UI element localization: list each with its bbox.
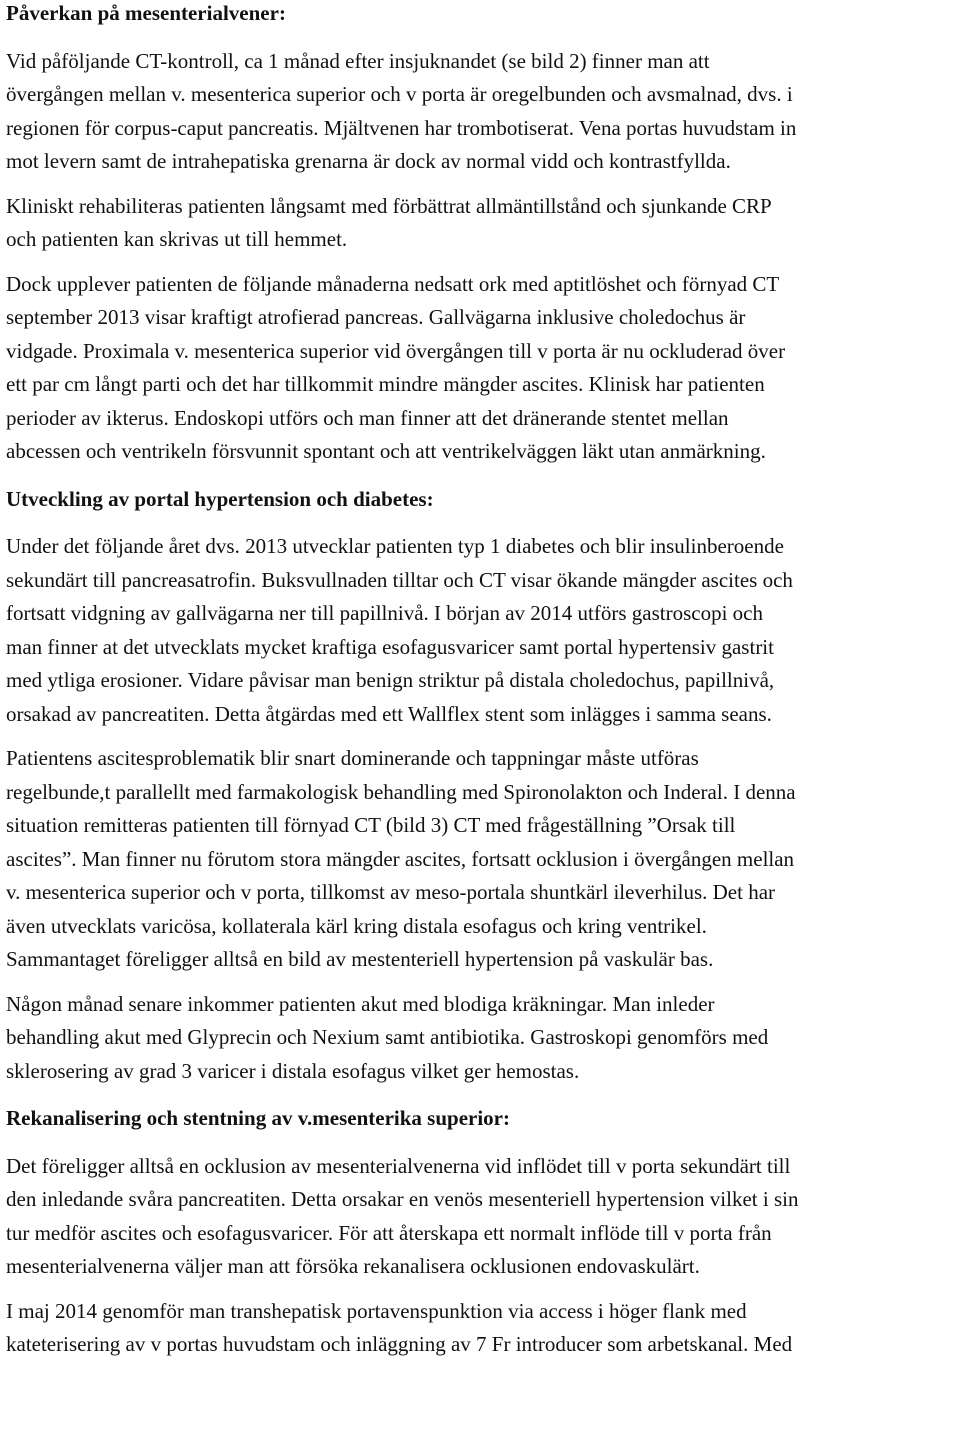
text-line: fortsatt vidgning av gallvägarna ner till papillnivå. I början av 2014 utförs gastroscopi och <box>6 601 763 625</box>
text-line: situation remitteras patienten till förnyad CT (bild 3) CT med frågeställning ”Orsak till <box>6 813 736 837</box>
text-line: Någon månad senare inkommer patienten akut med blodiga kräkningar. Man inleder <box>6 991 715 1016</box>
body-paragraph <box>6 1150 954 1284</box>
text-line: den inledande svåra pancreatiten. Detta orsakar en venös mesenteriell hypertension vilket i sin <box>6 1187 799 1211</box>
body-paragraph <box>6 268 954 469</box>
text-line: orsakad av pancreatiten. Detta åtgärdas med ett Wallflex stent som inlägges i samma seans. <box>6 701 772 726</box>
section-heading: Rekanalisering och stentning av v.mesenterika superior: <box>6 1106 510 1130</box>
text-line: perioder av ikterus. Endoskopi utförs och man finner att det dränerande stentet mellan <box>6 405 729 430</box>
text-line: Sammantaget föreligger alltså en bild av mestenteriell hypertension på vaskulär bas. <box>6 947 714 971</box>
text-line: behandling akut med Glyprecin och Nexium samt antibiotika. Gastroskopi genomförs med <box>6 1025 769 1049</box>
body-paragraph <box>6 988 954 1089</box>
section-heading: Påverkan på mesenterialvener: <box>6 1 286 25</box>
text-line: kateterisering av v portas huvudstam och inläggning av 7 Fr introducer som arbetskanal. Med <box>6 1332 793 1356</box>
text-line: Det föreligger alltså en ocklusion av mesenterialvenerna vid inflödet till v porta sekundärt till <box>6 1153 791 1178</box>
text-line: Vid påföljande CT-kontroll, ca 1 månad efter insjuknandet (se bild 2) finner man att <box>6 48 710 73</box>
text-line: mesenterialvenerna väljer man att försöka rekanalisera ocklusionen endovaskulärt. <box>6 1254 700 1278</box>
text-line: med ytliga erosioner. Vidare påvisar man benign striktur på distala choledochus, papillnivå, <box>6 668 775 692</box>
text-line: Kliniskt rehabiliteras patienten långsamt med förbättrat allmäntillstånd och sjunkande CRP <box>6 193 772 218</box>
text-line: I maj 2014 genomför man transhepatisk portavenspunktion via access i höger flank med <box>6 1298 747 1323</box>
text-line: regionen för corpus-caput pancreatis. Mjältvenen har trombotiserat. Vena portas huvudstam in <box>6 115 797 140</box>
body-paragraph <box>6 190 954 257</box>
text-line: vidgade. Proximala v. mesenterica superior vid övergången till v porta är nu ockluderad över <box>6 338 786 363</box>
text-line: september 2013 visar kraftigt atrofierad pancreas. Gallvägarna inklusive choledochus är <box>6 305 746 329</box>
text-line: Patientens ascitesproblematik blir snart dominerande och tappningar måste utföras <box>6 746 699 770</box>
text-line: ett par cm långt parti och det har tillkommit mindre mängder ascites. Klinisk har patienten <box>6 372 765 396</box>
text-line: mot levern samt de intrahepatiska grenarna är dock av normal vidd och kontrastfyllda. <box>6 149 731 173</box>
text-line: Under det följande året dvs. 2013 utvecklar patienten typ 1 diabetes och blir insulinberoende <box>6 534 784 558</box>
section-heading: Utveckling av portal hypertension och diabetes: <box>6 486 434 511</box>
text-line: abcessen och ventrikeln försvunnit spontant och att ventrikelväggen läkt utan anmärkning. <box>6 439 766 463</box>
text-line: Dock upplever patienten de följande månaderna nedsatt ork med aptitlöshet och förnyad CT <box>6 271 780 296</box>
text-line: övergången mellan v. mesenterica superior och v porta är oregelbunden och avsmalnad, dvs. i <box>6 82 793 106</box>
body-paragraph <box>6 1295 954 1362</box>
body-paragraph <box>6 45 954 179</box>
text-line: ascites”. Man finner nu förutom stora mängder ascites, fortsatt ocklusion i övergången mellan <box>6 846 795 871</box>
body-paragraph <box>6 742 954 977</box>
text-line: sklerosering av grad 3 varicer i distala esofagus vilket ger hemostas. <box>6 1058 580 1083</box>
text-line: tur medför ascites och esofagusvaricer. För att återskapa ett normalt inflöde till v porta från <box>6 1220 772 1245</box>
text-line: och patienten kan skrivas ut till hemmet. <box>6 227 348 251</box>
text-line: v. mesenterica superior och v porta, tillkomst av meso-portala shuntkärl ileverhilus. Det har <box>6 880 776 904</box>
text-line: även utvecklats varicösa, kollaterala kärl kring distala esofagus och kring ventrikel. <box>6 913 707 938</box>
text-line: man finner at det utvecklats mycket kraftiga esofagusvaricer samt portal hypertensiv gastrit <box>6 634 774 659</box>
text-line: regelbunde,t parallellt med farmakologisk behandling med Spironolakton och Inderal. I denna <box>6 779 796 804</box>
text-line: sekundärt till pancreasatrofin. Buksvullnaden tilltar och CT visar ökande mängder ascites och <box>6 567 793 592</box>
body-paragraph <box>6 530 954 731</box>
